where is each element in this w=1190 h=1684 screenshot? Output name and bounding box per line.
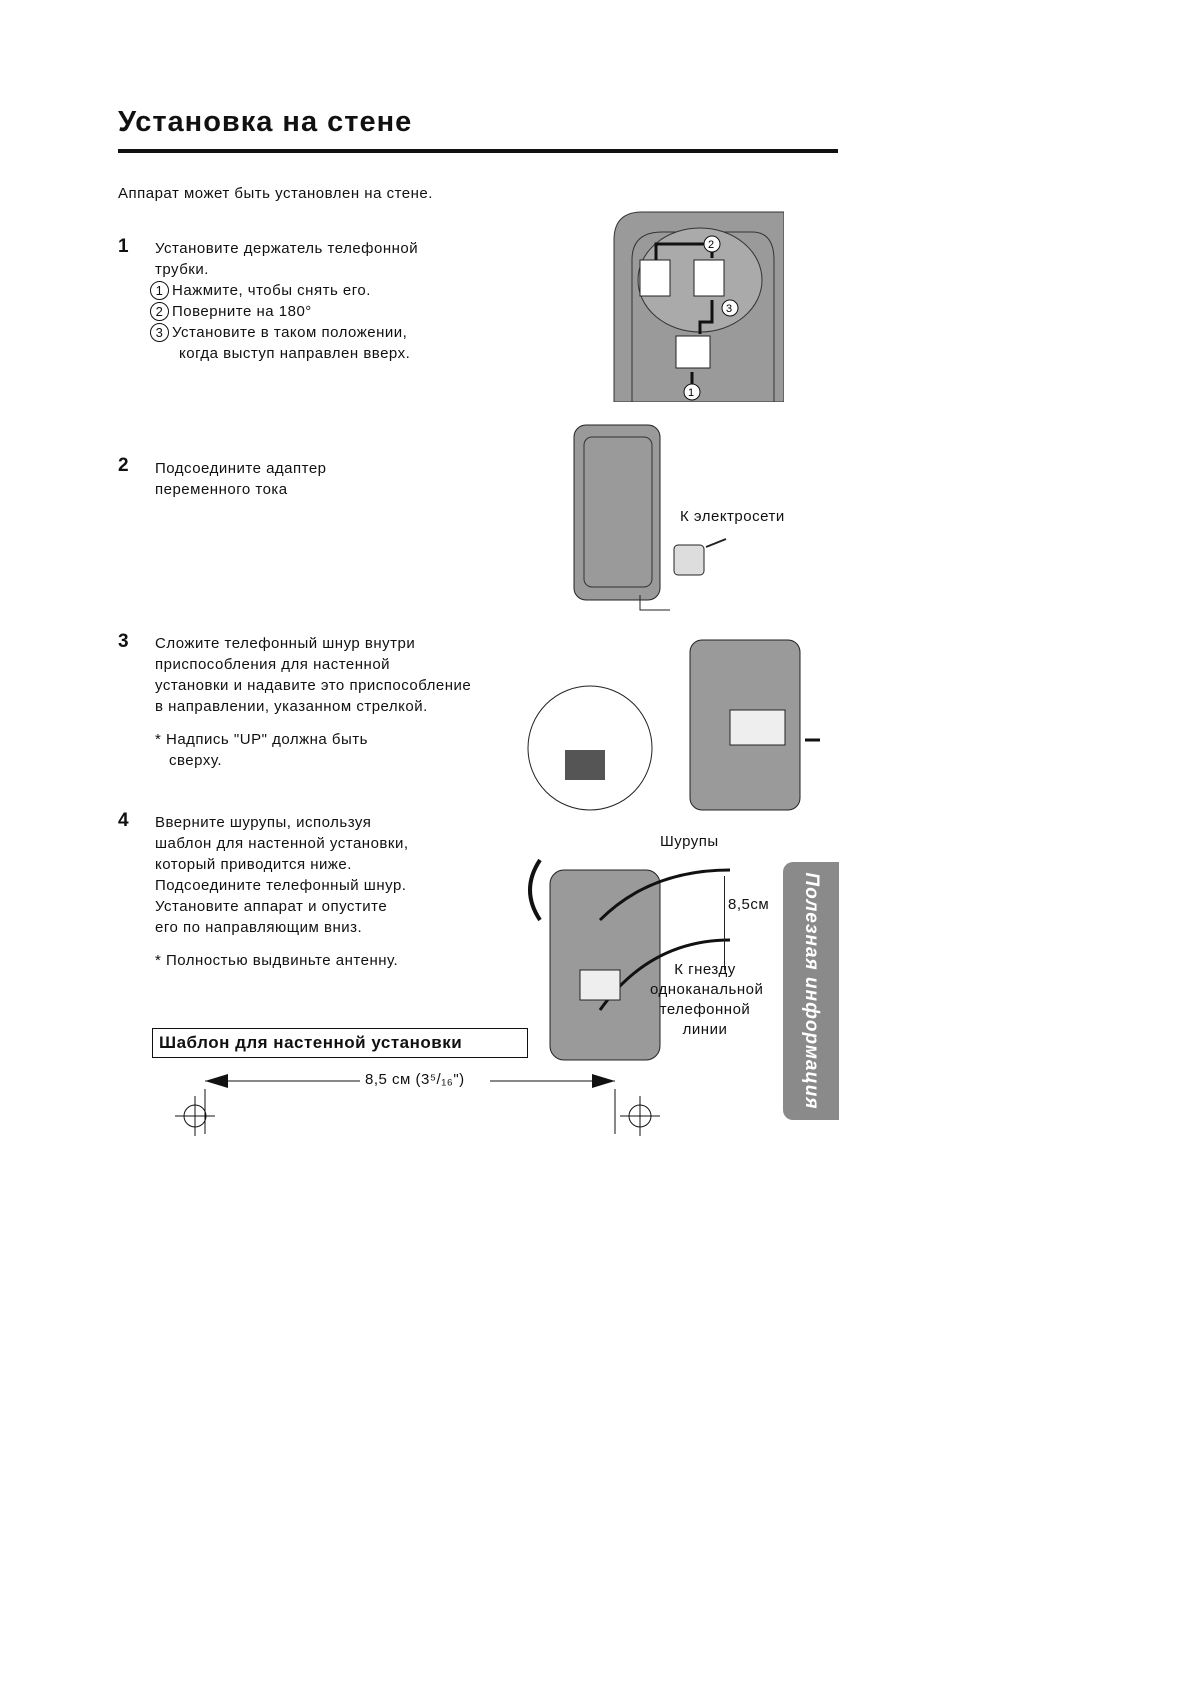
step-3-line: приспособления для настенной — [155, 656, 391, 673]
fig1-label: 1 — [688, 387, 695, 399]
substep-text: Нажмите, чтобы снять его. — [172, 282, 371, 299]
fig4-screws-label: Шурупы — [660, 833, 719, 850]
page-title: Установка на стене — [118, 106, 413, 138]
substep-marker: 2 — [150, 302, 169, 321]
distance-line — [724, 876, 725, 970]
cord-holder-illustration — [520, 630, 820, 830]
fig4-distance-label: 8,5см — [728, 896, 770, 913]
title-rule — [118, 149, 838, 153]
ac-adapter-icon — [670, 535, 730, 585]
step-2-line: переменного тока — [155, 481, 288, 498]
substep-text: когда выступ направлен вверх. — [179, 345, 411, 362]
fig4-jack-label — [650, 960, 764, 1040]
substep-text: Установите в таком положении, — [172, 324, 408, 341]
step-3-number: 3 — [118, 631, 129, 652]
step-3-text — [155, 633, 471, 771]
step-4-line: Установите аппарат и опустите — [155, 898, 388, 915]
fig1-label: 2 — [708, 239, 715, 251]
step-1-text — [155, 238, 418, 364]
step-4-line: шаблон для настенной установки, — [155, 835, 409, 852]
step-3-line: в направлении, указанном стрелкой. — [155, 698, 428, 715]
fig2-label: К электросети — [680, 508, 785, 525]
jack-line: К гнезду — [674, 961, 736, 978]
step-3-note: * Надпись "UP" должна быть — [155, 731, 368, 748]
substep-text: Поверните на 180° — [172, 303, 312, 320]
step-4-note: * Полностью выдвиньте антенну. — [155, 952, 399, 969]
step-3-line: установки и надавите это приспособление — [155, 677, 472, 694]
base-unit-adapter-illustration — [560, 415, 670, 615]
template-dimension: 8,5 см (3⁵/₁₆") — [362, 1071, 468, 1088]
step-1-line: Установите держатель телефонной — [155, 240, 419, 257]
step-3-line: Сложите телефонный шнур внутри — [155, 635, 416, 652]
step-4-line: Вверните шурупы, используя — [155, 814, 372, 831]
step-2-number: 2 — [118, 455, 129, 476]
handset-holder-illustration — [612, 210, 784, 402]
fig1-label: 3 — [726, 303, 733, 315]
substep-marker: 3 — [150, 323, 169, 342]
intro-text: Аппарат может быть установлен на стене. — [118, 185, 433, 202]
step-1-line: трубки. — [155, 261, 209, 278]
step-2-line: Подсоедините адаптер — [155, 460, 327, 477]
step-4-line: Подсоедините телефонный шнур. — [155, 877, 407, 894]
step-1-number: 1 — [118, 236, 129, 257]
step-4-text — [155, 812, 409, 971]
jack-line: одноканальной — [650, 981, 764, 998]
template-title: Шаблон для настенной установки — [152, 1028, 528, 1058]
jack-line: линии — [682, 1021, 728, 1038]
side-tab — [783, 862, 839, 1120]
step-4-number: 4 — [118, 810, 129, 831]
side-tab-label: Полезная информация — [801, 872, 822, 1110]
step-3-note: сверху. — [169, 752, 222, 769]
step-2-text — [155, 458, 327, 500]
step-4-line: который приводится ниже. — [155, 856, 352, 873]
substep-marker: 1 — [150, 281, 169, 300]
step-4-line: его по направляющим вниз. — [155, 919, 363, 936]
jack-line: телефонной — [659, 1001, 751, 1018]
